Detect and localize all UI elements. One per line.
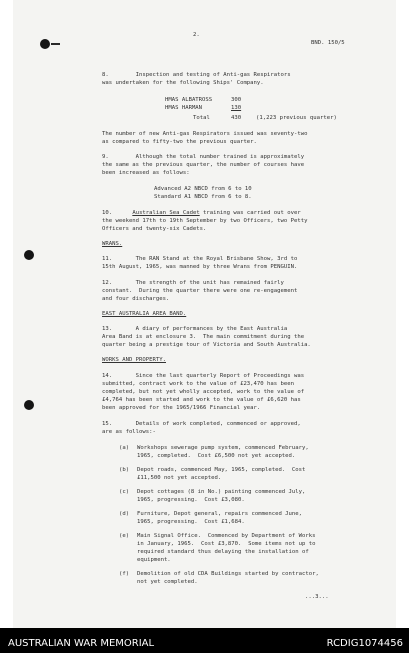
para13-line-3: quarter being a prestige tour of Victoria and South Australia. <box>102 342 311 348</box>
para10-line-1-rest: training was carried out over <box>199 210 301 216</box>
document-reference: BND. 150/5 <box>311 40 345 46</box>
item-d-label: (d) <box>119 511 130 517</box>
para14-line-1: 14. Since the last quarterly Report of Proceedings was <box>102 373 305 379</box>
course-item-1: Advanced A2 NBCD from 6 to 10 <box>154 186 252 192</box>
item-b-line-1: Depot roads, commenced May, 1965, completed. Cost <box>137 467 306 473</box>
item-d-line-2: 1965, progressing. Cost £1,684. <box>137 519 245 525</box>
para14-line-5: been approved for the 1965/1966 Financial year. <box>102 405 261 411</box>
para10-line-1 <box>102 210 301 217</box>
ship-name-2: HMAS HARMAN <box>165 105 203 111</box>
para13-line-2: Area Band is at enclosure 3. The main commitment during the <box>102 334 305 340</box>
works-heading: WORKS AND PROPERTY. <box>102 357 166 363</box>
item-c-line-2: 1965, progressing. Cost £3,080. <box>137 497 245 503</box>
item-a-line-1: Workshops sewerage pump system, commenced February, <box>137 445 309 451</box>
punch-hole-bottom <box>24 400 34 410</box>
item-b-line-2: £11,500 not yet accepted. <box>137 475 222 481</box>
para8-line-3: The number of new Anti-gas Respirators issued was seventy-two <box>102 131 308 137</box>
item-e-line-2: in January, 1965. Cost £3,870. Some items not up to <box>137 541 316 547</box>
para8-line-1: 8. Inspection and testing of Anti-gas Respirators <box>102 72 291 78</box>
band-heading: EAST AUSTRALIA AREA BAND. <box>102 311 187 317</box>
para15-line-1: 15. Details of work completed, commenced or approved, <box>102 421 301 427</box>
punch-hole-mark <box>51 43 60 45</box>
para10-line-3: Officers and twenty-six Cadets. <box>102 226 207 232</box>
document-page <box>13 0 396 628</box>
total-label: Total <box>193 115 210 121</box>
punch-hole-top <box>40 39 50 49</box>
item-f-label: (f) <box>119 571 130 577</box>
item-c-line-1: Depot cottages (8 in No.) painting commenced July, <box>137 489 306 495</box>
para14-line-4: £4,764 has been started and work to the value of £6,620 has <box>102 397 301 403</box>
wrans-heading: WRANS. <box>102 241 123 247</box>
item-e-line-4: equipment. <box>137 557 171 563</box>
item-a-line-2: 1965, completed. Cost £6,500 not yet accepted. <box>137 453 296 459</box>
para15-line-2: are as follows:- <box>102 429 156 435</box>
archive-footer-bar <box>0 628 409 653</box>
item-e-label: (e) <box>119 533 130 539</box>
para12-line-2: constant. During the quarter there were one re-engagement <box>102 288 298 294</box>
para9-line-1: 9. Although the total number trained is approximately <box>102 154 305 160</box>
item-d-line-1: Furniture, Depot general, repairs commenced June, <box>137 511 303 517</box>
archive-name: AUSTRALIAN WAR MEMORIAL <box>8 638 155 649</box>
item-e-line-3: required standard thus delaying the installation of <box>137 549 309 555</box>
para11-line-1: 11. The RAN Stand at the Royal Brisbane Show, 3rd to <box>102 256 298 262</box>
para11-line-2: 15th August, 1965, was manned by three Wrans from PENGUIN. <box>102 264 298 270</box>
para13-line-1: 13. A diary of performances by the East Australia <box>102 326 288 332</box>
ship-count-1: 300 <box>231 97 242 103</box>
total-value: 430 <box>231 115 242 121</box>
course-item-2: Standard A1 NBCD from 6 to 8. <box>154 194 252 200</box>
para12-line-1: 12. The strength of the unit has remained fairly <box>102 280 284 286</box>
para10-line-2: the weekend 17th to 19th September by two Officers, two Petty <box>102 218 308 224</box>
para8-line-4: as compared to fifty-two the previous quarter. <box>102 139 257 145</box>
record-id: RCDIG1074456 <box>326 638 403 649</box>
page-number: 2. <box>193 32 200 38</box>
item-b-label: (b) <box>119 467 130 473</box>
total-note: (1,223 previous quarter) <box>256 115 337 121</box>
item-f-line-2: not yet completed. <box>137 579 198 585</box>
para8-line-2: was undertaken for the following Ships' Company. <box>102 80 264 86</box>
para10-number: 10. <box>102 210 113 216</box>
ship-count-2: 130 <box>231 105 242 111</box>
ship-name-1: HMAS ALBATROSS <box>165 97 213 103</box>
para9-line-3: been increased as follows: <box>102 170 190 176</box>
item-e-line-1: Main Signal Office. Commenced by Department of Works <box>137 533 316 539</box>
punch-hole-middle <box>24 250 34 260</box>
item-a-label: (a) <box>119 445 130 451</box>
para9-line-2: the same as the previous quarter, the number of courses have <box>102 162 305 168</box>
item-f-line-1: Demolition of old CDA Buildings started by contractor, <box>137 571 319 577</box>
sea-cadet-heading: Australian Sea Cadet <box>132 210 200 216</box>
para12-line-3: and four discharges. <box>102 296 170 302</box>
continuation-marker: ...3... <box>305 594 329 600</box>
item-c-label: (c) <box>119 489 130 495</box>
para14-line-3: completed, but not yet wholly accepted, work to the value of <box>102 389 305 395</box>
para14-line-2: submitted, contract work to the value of £23,470 has been <box>102 381 294 387</box>
